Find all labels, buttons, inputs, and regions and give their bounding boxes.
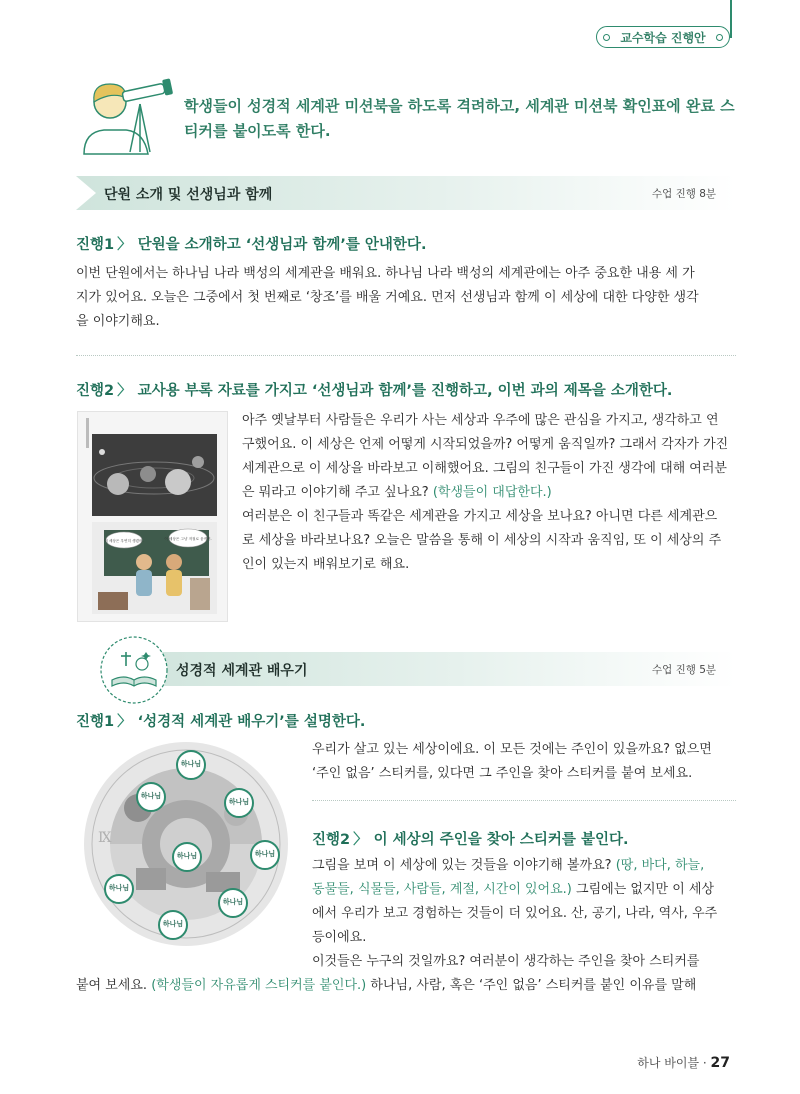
god-sticker [172,842,202,876]
step-heading [76,710,365,731]
body-text: 은 뭐라고 이야기해 주고 싶나요? [242,485,429,500]
header-rule [730,0,732,38]
body-text: 그림을 보며 이 세상에 있는 것들을 이야기해 볼까요? [312,858,612,873]
body-line: 우리가 살고 있는 세상이에요. 이 모든 것에는 주인이 있을까요? 없으면 [312,742,712,757]
chevron-right-icon: 〉 [117,714,132,730]
step-title: ‘성경적 세계관 배우기’를 설명한다. [137,714,366,730]
body-line [312,878,736,902]
step-label: 진행2 [76,383,115,399]
student-response: 동물들, 식물들, 사람들, 계절, 시간이 있어요.) [312,882,572,897]
sticker-label: 하나님 [228,798,250,806]
body-line: 아주 옛날부터 사람들은 우리가 사는 세상과 우주에 많은 관심을 가지고, 생각하고 연 [242,413,719,428]
body-line [312,854,736,878]
tab-dot-left [603,34,610,41]
textbook-page-image [77,411,228,622]
student-response: (학생들이 자유롭게 스티커를 붙인다.) [151,978,367,993]
section-time: 수업 진행 5분 [652,664,717,676]
body-line: 이것들은 누구의 것일까요? 여러분이 생각하는 주인을 찾아 스티커를 [312,954,700,969]
tab-dot-right [716,34,723,41]
step-label: 진행1 [76,237,115,253]
sticker-label: 하나님 [222,898,244,906]
body-line: 지가 있어요. 오늘은 그중에서 첫 번째로 ‘창조’를 배울 거예요. 먼저 선생님과 함께 이 세상에 대한 다양한 생각 [76,290,699,305]
step-body [242,409,736,577]
section-title: 성경적 세계관 배우기 [176,663,308,679]
step-title: 이 세상의 주인을 찾아 스티커를 붙인다. [373,832,629,848]
telescope-girl-illustration [78,72,178,162]
step-body-continued [76,974,736,998]
step-title: 단원을 소개하고 ‘선생님과 함께’를 안내한다. [137,237,427,253]
body-line [242,481,736,505]
god-sticker [224,788,254,822]
body-line: 세계관으로 이 세상을 바라보고 이해했어요. 그림의 친구들이 가진 생각에 대해 여러분 [242,461,727,476]
god-sticker [250,840,280,874]
step-body [76,262,736,334]
body-line: 을 이야기해요. [76,314,160,329]
page-number: 27 [710,1055,730,1071]
body-line: 로 세상을 바라보나요? 오늘은 말씀을 통해 이 세상의 시작과 움직임, 또 이 세상의 주 [242,533,722,548]
section-title: 단원 소개 및 선생님과 함께 [104,187,273,203]
chevron-right-icon: 〉 [117,237,132,253]
sticker-label: 하나님 [108,884,130,892]
step-heading [76,379,672,400]
footer-separator: · [702,1056,711,1070]
header-tab [596,26,730,48]
body-line: 인이 있는지 배워보기로 해요. [242,557,410,572]
step-label: 진행2 [312,832,351,848]
body-line: 여러분은 이 친구들과 똑같은 세계관을 가지고 세상을 보나요? 아니면 다른 세계관으 [242,509,718,524]
step-heading [312,828,628,849]
intro-text [184,94,744,144]
textbook-illustration [78,412,227,621]
svg-text:Ⅸ: Ⅸ [98,830,112,846]
sticker-label: 하나님 [254,850,276,858]
body-text: 하나님, 사람, 혹은 ‘주인 없음’ 스티커를 붙인 이유를 말해 [370,978,697,993]
bubble-left-text: 이 세상은 우연히 생겼어. [104,539,144,543]
god-sticker [218,888,248,922]
divider [312,800,736,801]
sticker-label: 하나님 [180,760,202,768]
god-sticker [176,750,206,784]
sticker-label: 하나님 [162,920,184,928]
body-text: 붙여 보세요. [76,978,148,993]
chevron-right-icon: 〉 [353,832,368,848]
step-body [312,738,736,786]
intro-line: 티커를 붙이도록 한다. [184,122,331,140]
body-line: 등이에요. [312,930,367,945]
section-time: 수업 진행 8분 [652,188,717,200]
intro-line: 학생들이 성경적 세계관 미션북을 하도록 격려하고, 세계관 미션북 확인표에 완료 스 [184,97,735,115]
step-heading [76,233,426,254]
god-sticker [158,910,188,944]
page-footer [637,1054,730,1071]
student-response: (학생들이 대답한다.) [432,485,552,500]
body-line: 에서 우리가 보고 경험하는 것들이 더 있어요. 산, 공기, 나라, 역사, 우주 [312,906,718,921]
sticker-label: 하나님 [140,792,162,800]
body-line: 이번 단원에서는 하나님 나라 백성의 세계관을 배워요. 하나님 나라 백성의 세계관에는 아주 중요한 내용 세 가 [76,266,695,281]
header-tab-label: 교수학습 진행안 [620,30,706,45]
step-title: 교사용 부록 자료를 가지고 ‘선생님과 함께’를 진행하고, 이번 과의 제목을 소개한다. [137,383,673,399]
section-bar-arrow [76,176,96,210]
student-response: (땅, 바다, 하늘, [615,858,705,873]
body-line: ‘주인 없음’ 스티커를, 있다면 그 주인을 찾아 스티커를 붙여 보세요. [312,766,693,781]
body-text: 그림에는 없지만 이 세상 [576,882,715,897]
god-sticker [104,874,134,908]
book-title: 하나 바이블 [637,1056,700,1070]
body-line: 구했어요. 이 세상은 언제 어떻게 시작되었을까? 어떻게 움직일까? 그래서 각자가 가진 [242,437,729,452]
divider [76,355,736,356]
chevron-right-icon: 〉 [117,383,132,399]
step-label: 진행1 [76,714,115,730]
bubble-right-text: 이 세상은 그냥 저절로 움직여. [164,537,212,541]
body-line [76,974,736,998]
bible-world-icon [98,634,170,706]
god-sticker [136,782,166,816]
sticker-label: 하나님 [176,852,198,860]
step-body [312,854,736,974]
